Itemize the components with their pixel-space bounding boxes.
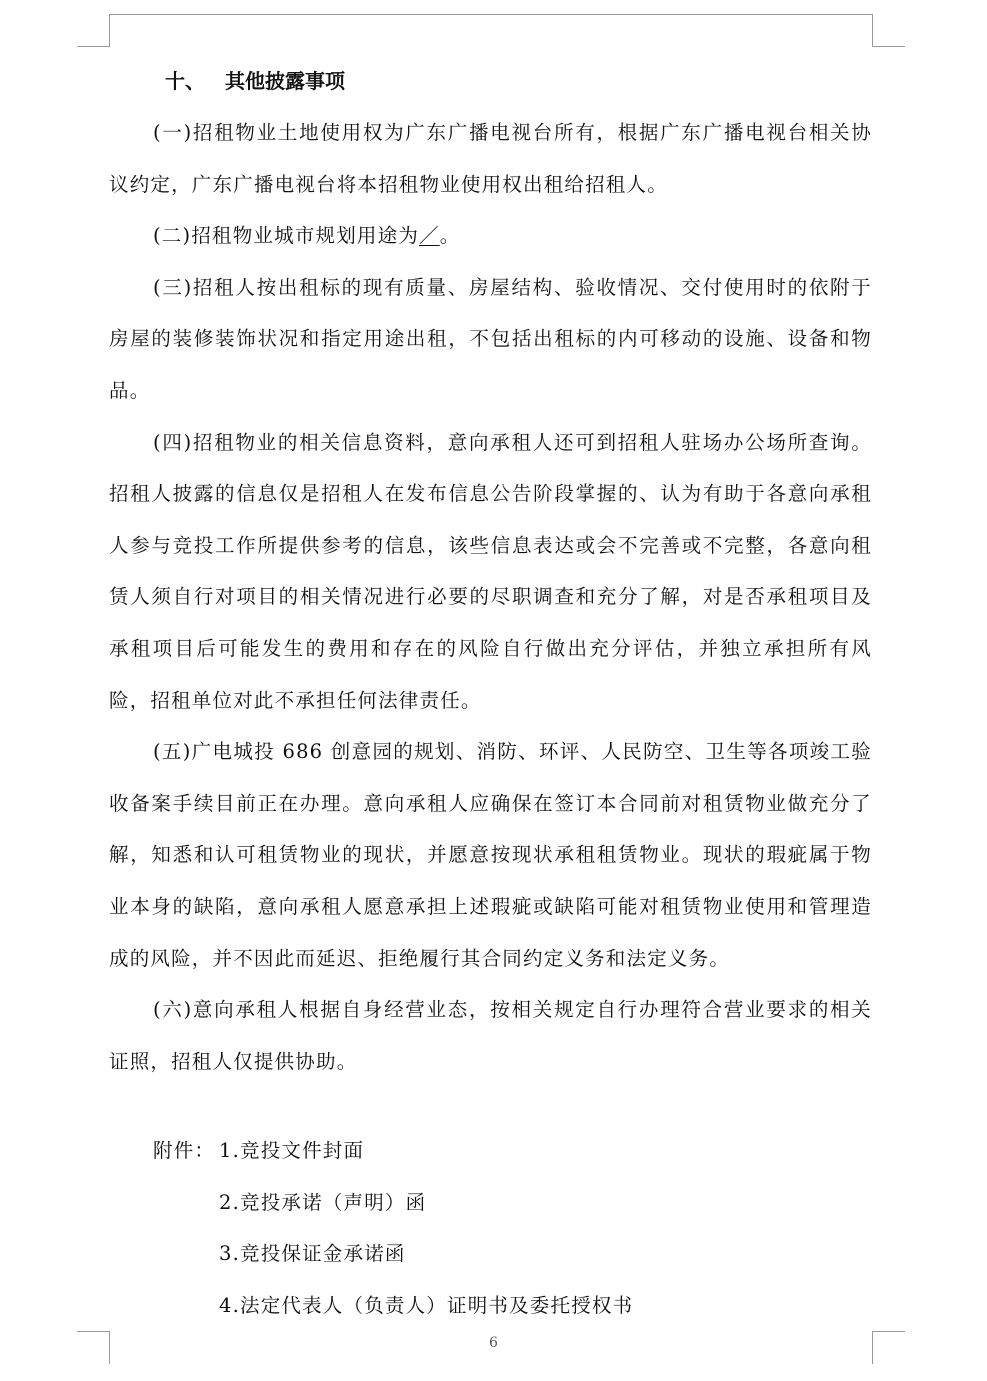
attachment-4: 4.法定代表人（负责人）证明书及委托授权书	[219, 1294, 634, 1318]
paragraph-2	[109, 210, 872, 262]
crop-mark-bottom-left	[77, 1331, 109, 1332]
crop-mark-top-left	[109, 14, 110, 47]
section-number: 十、	[165, 69, 205, 93]
document-body	[109, 55, 872, 1332]
planning-use-blank: ／	[419, 224, 440, 248]
crop-mark-top-right	[872, 14, 873, 47]
paragraph-4: (四)招租物业的相关信息资料，意向承租人还可到招租人驻场办公场所查询。招租人披露的信息仅是招租人在发布信息公告阶段掌握的、认为有助于各意向承租人参与竞投工作所提供参考的信息，该些信息表达或会不完善或不完整，各意向租赁人须自行对项目的相关情况进行必要的尽职调查和充分了解，对是否承租项目及承租项目后可能发生的费用和存在的风险自行做出充分评估，并独立承担所有风险，招租单位对此不承担任何法律责任。	[109, 430, 872, 712]
paragraph-2-text: (二)招租物业城市规划用途为	[153, 224, 420, 248]
crop-mark-top-left	[77, 46, 109, 47]
attachment-2: 2.竞投承诺（声明）函	[219, 1190, 427, 1214]
crop-mark-top-right	[872, 46, 905, 47]
attachment-item	[109, 1177, 872, 1229]
paragraph-1: (一)招租物业土地使用权为广东广播电视台所有，根据广东广播电视台相关协议约定，广东广播电视台将本招租物业使用权出租给招租人。	[109, 121, 872, 196]
attachments-list	[109, 1125, 872, 1331]
attachment-item	[109, 1228, 872, 1280]
attachment-1: 1.竞投文件封面	[219, 1139, 365, 1163]
page-top-border	[109, 14, 872, 15]
crop-mark-bottom-right	[872, 1331, 905, 1332]
paragraph-6: (六)意向承租人根据自身经营业态，按相关规定自行办理符合营业要求的相关证照，招租人仅提供协助。	[109, 998, 872, 1073]
section-heading	[109, 55, 872, 107]
page-number: 6	[489, 1335, 498, 1351]
attachment-3: 3.竞投保证金承诺函	[219, 1242, 406, 1266]
attachment-item	[109, 1125, 872, 1177]
paragraph-5: (五)广电城投 686 创意园的规划、消防、环评、人民防空、卫生等各项竣工验收备案手续目前正在办理。意向承租人应确保在签订本合同前对租赁物业做充分了解，知悉和认可租赁物业的现状，并愿意按现状承租租赁物业。现状的瑕疵属于物业本身的缺陷，意向承租人愿意承担上述瑕疵或缺陷可能对租赁物业使用和管理造成的风险，并不因此而延迟、拒绝履行其合同约定义务和法定义务。	[109, 740, 872, 970]
attachments-label: 附件：	[153, 1139, 216, 1163]
paragraph-2-end: 。	[439, 224, 461, 248]
attachment-item	[109, 1280, 872, 1332]
paragraph-3: (三)招租人按出租标的现有质量、房屋结构、验收情况、交付使用时的依附于房屋的装修装饰状况和指定用途出租，不包括出租标的内可移动的设施、设备和物品。	[109, 275, 872, 402]
section-title: 其他披露事项	[225, 69, 345, 93]
